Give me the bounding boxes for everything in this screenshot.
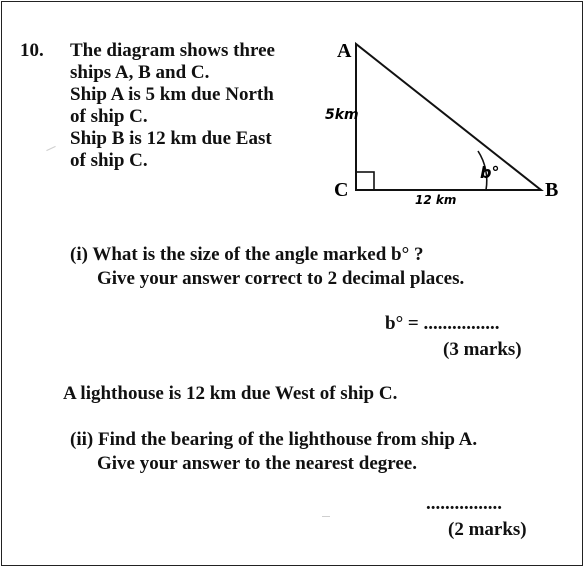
triangle-abc: [356, 44, 541, 190]
stem-line: ships A, B and C.: [70, 62, 210, 83]
angle-label-b: b°: [480, 163, 500, 182]
vertex-label-b: B: [545, 179, 559, 201]
part-ii-answer-dots: ................: [426, 493, 502, 514]
lighthouse-statement: A lighthouse is 12 km due West of ship C.: [63, 383, 398, 404]
answer-dots: ................: [423, 313, 500, 334]
side-label-cb: 12 km: [415, 193, 457, 207]
vertex-label-c: C: [334, 179, 349, 201]
part-i-marks: (3 marks): [443, 339, 522, 360]
part-i-answer-line: [385, 313, 500, 335]
scan-mark: [322, 516, 330, 517]
stem-line: Ship B is 12 km due East: [70, 128, 272, 149]
side-label-ac: 5km: [325, 107, 359, 123]
answer-prefix: b° =: [385, 313, 424, 334]
stem-line: of ship C.: [70, 106, 148, 127]
part-ii-marks: (2 marks): [448, 519, 527, 540]
question-number: 10.: [20, 40, 44, 61]
stem-line: of ship C.: [70, 150, 148, 171]
stem-line: Ship A is 5 km due North: [70, 84, 274, 105]
part-ii-instruction: Give your answer to the nearest degree.: [97, 453, 417, 474]
vertex-label-a: A: [337, 40, 352, 62]
part-ii-question: (ii) Find the bearing of the lighthouse from ship A.: [70, 429, 478, 450]
part-i-instruction: Give your answer correct to 2 decimal places.: [97, 268, 465, 289]
right-angle-marker: [356, 172, 374, 190]
stem-line: The diagram shows three: [70, 40, 275, 61]
part-i-question: (i) What is the size of the angle marked b° ?: [70, 244, 424, 265]
